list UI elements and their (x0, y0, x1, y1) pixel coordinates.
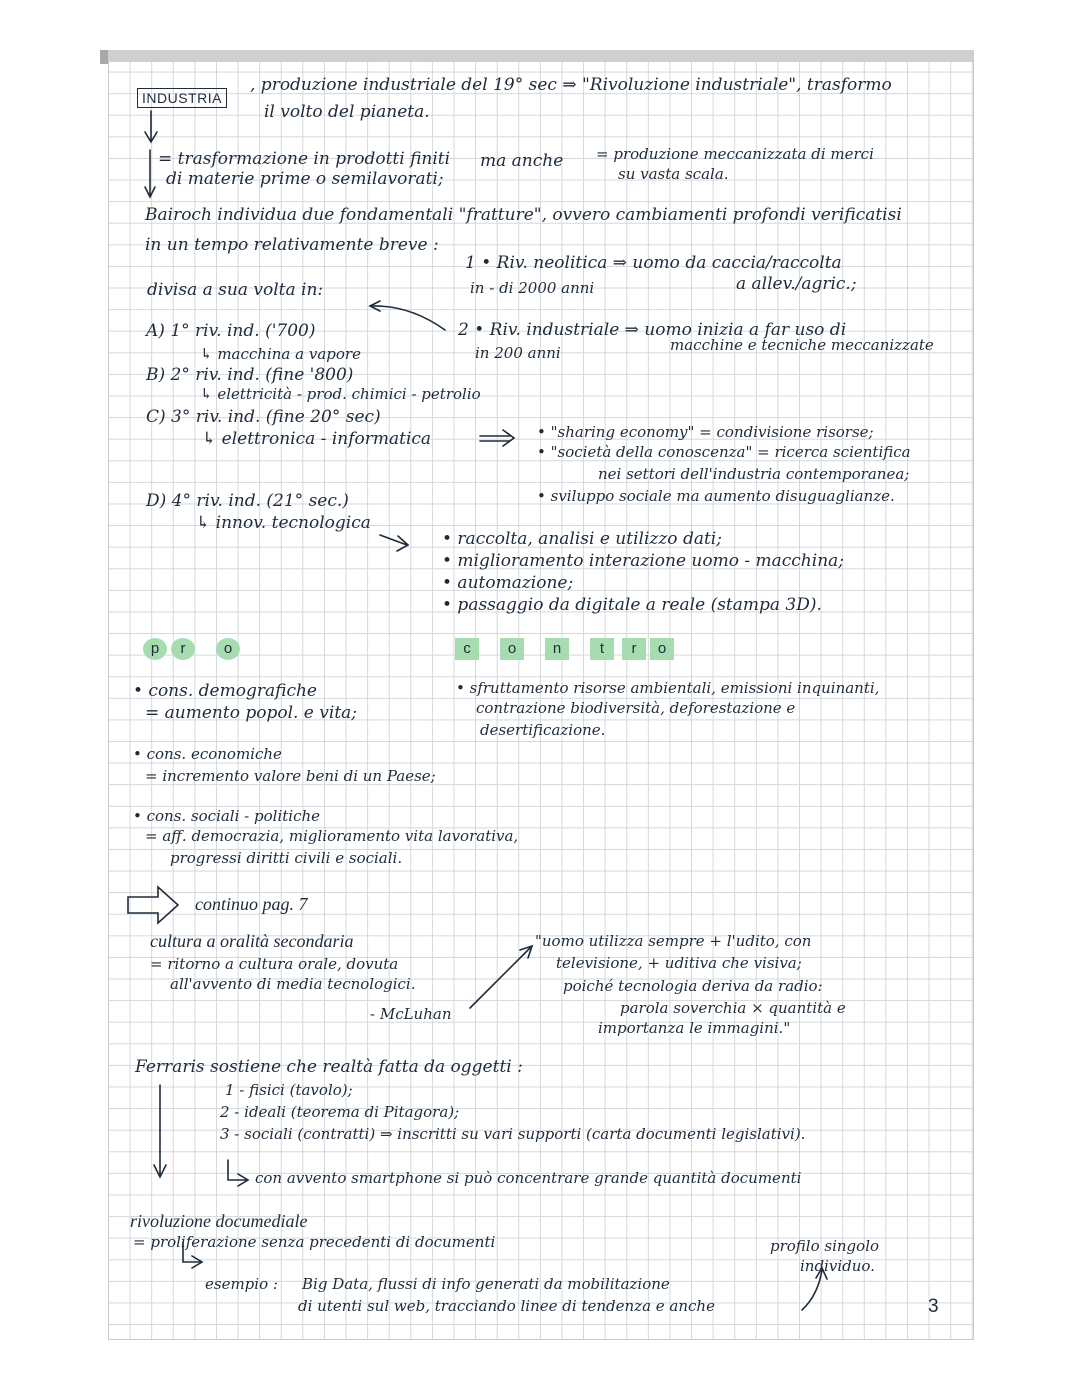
phase-c-title: C) 3° riv. ind. (fine 20° sec) (146, 407, 381, 427)
mcluhan-quote-2: televisione, + uditiva che visiva; (556, 954, 802, 972)
transformation-def-line2: di materie prime o semilavorati; (166, 169, 444, 189)
phase-d-detail: ↳ innov. tecnologica (196, 513, 371, 533)
continue-note: continuo pag. 7 (195, 894, 308, 914)
ferraris-intro: Ferraris sostiene che realtà fatta da oggetti : (135, 1057, 523, 1077)
profilo-line-1: profilo singolo (770, 1237, 880, 1255)
pro-3-detail-2: progressi diritti civili e sociali. (170, 849, 403, 867)
phase-a-title: A) 1° riv. ind. ('700) (146, 321, 316, 341)
mcluhan-quote-1: "uomo utilizza sempre + l'udito, con (535, 932, 812, 950)
rivoluzione-documediale-title: rivoluzione documediale (130, 1211, 308, 1231)
contro-letter-o: o (500, 638, 524, 660)
industria-definition-line1: , produzione industriale del 19° sec ⇒ "Rivoluzione industriale", trasformo (250, 75, 892, 95)
pro-3-title: • cons. sociali - politiche (133, 807, 321, 825)
industria-definition-line2: il volto del pianeta. (264, 102, 430, 122)
ferraris-object-3: 3 - sociali (contratti) ⇒ inscritti su vari supporti (carta documenti legislativi). (220, 1125, 806, 1143)
riv-neolitica-duration: in - di 2000 anni (470, 279, 595, 297)
oralita-line-2: all'avvento di media tecnologici. (170, 975, 416, 993)
c-result-3: nei settori dell'industria contemporanea; (598, 465, 910, 483)
d-result-3: • automazione; (442, 573, 574, 593)
esempio-label: esempio : (205, 1275, 278, 1293)
profilo-line-2: individuo. (800, 1257, 875, 1275)
pro-1-detail: = aumento popol. e vita; (145, 703, 358, 723)
phase-b-detail: ↳ elettricità - prod. chimici - petrolio (200, 385, 481, 403)
pro-2-title: • cons. economiche (133, 745, 282, 763)
phase-d-title: D) 4° riv. ind. (21° sec.) (146, 491, 349, 511)
mcluhan-quote-4: parola soverchia × quantità e (620, 999, 846, 1017)
pro-letter-r: r (171, 638, 195, 660)
mcluhan-quote-3: poiché tecnologia deriva da radio: (563, 977, 823, 995)
ferraris-object-1: 1 - fisici (tavolo); (225, 1081, 353, 1099)
pro-letter-o: o (216, 638, 240, 660)
riv-neolitica-line1: 1 • Riv. neolitica ⇒ uomo da caccia/raccolta (465, 253, 842, 273)
c-result-4: • sviluppo sociale ma aumento disuguaglianze. (537, 487, 895, 505)
contro-letter-n: n (545, 638, 569, 660)
divisa-text: divisa a sua volta in: (147, 280, 324, 300)
contro-letter-t: t (590, 638, 614, 660)
industria-box-label: INDUSTRIA (137, 88, 227, 108)
transformation-def-line1: = trasformazione in prodotti finiti (158, 149, 451, 169)
pro-3-detail-1: = aff. democrazia, miglioramento vita lavorativa, (145, 827, 519, 845)
bairoch-line2: in un tempo relativamente breve : (145, 235, 439, 255)
smartphone-note: con avvento smartphone si può concentrare grande quantità documenti (255, 1169, 802, 1187)
oralita-author: - McLuhan (370, 1005, 452, 1023)
d-result-4: • passaggio da digitale a reale (stampa 3D). (442, 595, 822, 615)
phase-c-detail: ↳ elettronica - informatica (202, 429, 432, 449)
d-result-2: • miglioramento interazione uomo - macchina; (442, 551, 845, 571)
pro-2-detail: = incremento valore beni di un Paese; (145, 767, 436, 785)
contro-letter-o2: o (650, 638, 674, 660)
c-result-1: • "sharing economy" = condivisione risorse; (537, 423, 874, 441)
production-def-line1: = produzione meccanizzata di merci (596, 145, 874, 163)
riv-industriale-line2: macchine e tecniche meccanizzate (670, 336, 934, 354)
riv-industriale-line1: 2 • Riv. industriale ⇒ uomo inizia a far uso di (458, 320, 847, 340)
ferraris-object-2: 2 - ideali (teorema di Pitagora); (220, 1103, 460, 1121)
contro-line-3: desertificazione. (480, 721, 606, 739)
pro-letter-p: p (143, 638, 167, 660)
phase-a-detail: ↳ macchina a vapore (200, 345, 361, 363)
rivoluzione-documediale-def: = proliferazione senza precedenti di documenti (133, 1233, 496, 1251)
production-def-line2: su vasta scala. (618, 165, 729, 183)
d-result-1: • raccolta, analisi e utilizzo dati; (442, 529, 722, 549)
oralita-line-1: = ritorno a cultura orale, dovuta (150, 955, 399, 973)
contro-letter-c: c (455, 638, 479, 660)
pro-1-title: • cons. demografiche (133, 681, 317, 701)
riv-industriale-duration: in 200 anni (475, 344, 561, 362)
contro-line-1: • sfruttamento risorse ambientali, emissioni inquinanti, (456, 679, 880, 697)
bairoch-line1: Bairoch individua due fondamentali "fratture", ovvero cambiamenti profondi verificatisi (145, 205, 902, 225)
contro-letter-r: r (622, 638, 646, 660)
page-number: 3 (928, 1296, 939, 1317)
ma-anche-text: ma anche (480, 151, 564, 171)
esempio-text-1: Big Data, flussi di info generati da mobilitazione (302, 1275, 670, 1293)
contro-line-2: contrazione biodiversità, deforestazione e (476, 699, 796, 717)
esempio-text-2: di utenti sul web, tracciando linee di tendenza e anche (298, 1297, 715, 1315)
riv-neolitica-line2: a allev./agric.; (736, 274, 857, 294)
phase-b-title: B) 2° riv. ind. (fine '800) (146, 365, 354, 385)
c-result-2: • "società della conoscenza" = ricerca scientifica (537, 443, 911, 461)
oralita-title: cultura a oralità secondaria (150, 931, 354, 951)
mcluhan-quote-5: importanza le immagini." (598, 1019, 791, 1037)
